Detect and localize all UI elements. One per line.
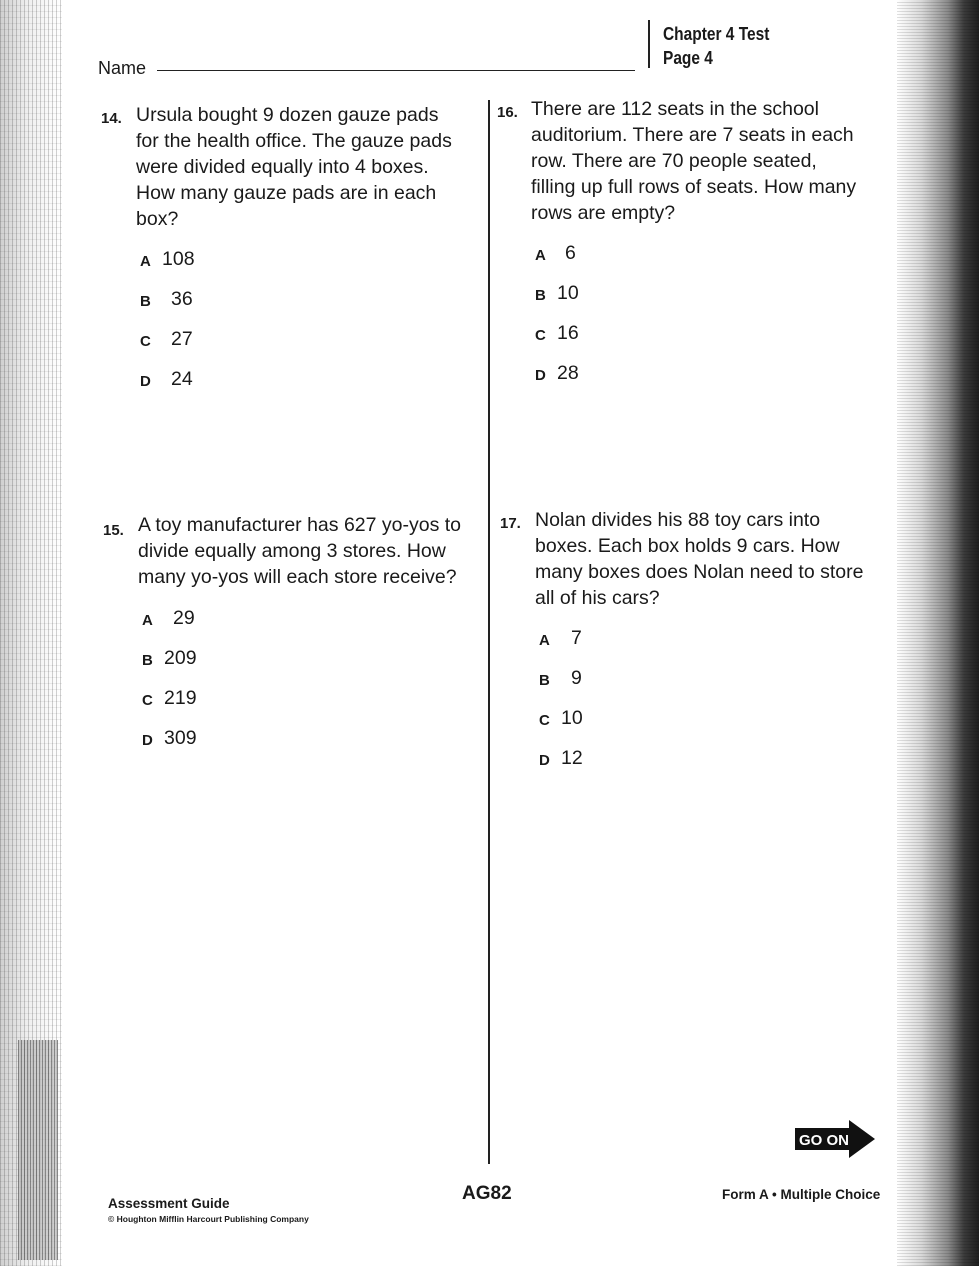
choice-letter: D <box>539 752 550 769</box>
question-number: 17. <box>500 515 521 532</box>
choice-letter: A <box>142 612 153 629</box>
name-line[interactable] <box>157 70 635 71</box>
scan-left-shadow <box>18 1040 58 1260</box>
choice-value: 10 <box>561 707 583 729</box>
choice-value: 16 <box>557 322 579 344</box>
question-text: Nolan divides his 88 toy cars into boxes. Each box holds 9 cars. How many boxes does Nolan need to store all of his cars? <box>535 509 864 609</box>
page-label: Page 4 <box>663 48 713 68</box>
choice-letter: D <box>535 367 546 384</box>
question-text: Ursula bought 9 dozen gauze pads for the health office. The gauze pads were divided equally into 4 boxes. How many gauze pads are in each box? <box>136 104 452 230</box>
question-text: A toy manufacturer has 627 yo-yos to divide equally among 3 stores. How many yo-yos will each store receive? <box>138 514 462 588</box>
page-code: AG82 <box>462 1183 512 1204</box>
assessment-guide-label: Assessment Guide <box>108 1196 230 1211</box>
choice-value: 29 <box>173 607 195 629</box>
choice-letter: B <box>539 672 550 689</box>
choice-letter: C <box>142 692 153 709</box>
choice-letter: C <box>140 333 151 350</box>
choice-letter: B <box>142 652 153 669</box>
choice-letter: D <box>142 732 153 749</box>
choice-value: 6 <box>565 242 576 264</box>
question-text: There are 112 seats in the school auditorium. There are 7 seats in each row. There are 70 people seated, filling up full rows of seats. How many rows are empty? <box>531 98 857 224</box>
choice-letter: C <box>535 327 546 344</box>
question-number: 16. <box>497 104 518 121</box>
choice-value: 12 <box>561 747 583 769</box>
choice-value: 36 <box>171 288 193 310</box>
choice-letter: A <box>535 247 546 264</box>
question-15 <box>103 512 483 762</box>
column-divider <box>488 100 490 1164</box>
choice-value: 219 <box>164 687 197 709</box>
choice-value: 9 <box>571 667 582 689</box>
go-on-label: GO ON <box>799 1132 850 1149</box>
question-number: 14. <box>101 110 122 127</box>
choice-value: 108 <box>162 248 195 270</box>
chapter-title: Chapter 4 Test <box>663 24 770 44</box>
choice-value: 27 <box>171 328 193 350</box>
scan-right-edge <box>897 0 979 1266</box>
choice-value: 28 <box>557 362 579 384</box>
question-14 <box>101 102 481 402</box>
header-divider <box>648 20 650 68</box>
choice-letter: B <box>535 287 546 304</box>
choice-letter: A <box>140 253 151 270</box>
question-17 <box>500 507 880 777</box>
question-16 <box>497 96 877 396</box>
choice-value: 209 <box>164 647 197 669</box>
question-number: 15. <box>103 522 124 539</box>
choice-letter: D <box>140 373 151 390</box>
choice-value: 24 <box>171 368 193 390</box>
choice-value: 7 <box>571 627 582 649</box>
choice-value: 309 <box>164 727 197 749</box>
copyright-text: © Houghton Mifflin Harcourt Publishing Company <box>108 1214 309 1224</box>
go-on-arrow[interactable] <box>795 1120 875 1158</box>
choice-letter: A <box>539 632 550 649</box>
form-label: Form A • Multiple Choice <box>722 1187 881 1202</box>
name-label: Name <box>98 58 147 78</box>
choice-value: 10 <box>557 282 579 304</box>
choice-letter: B <box>140 293 151 310</box>
choice-letter: C <box>539 712 550 729</box>
